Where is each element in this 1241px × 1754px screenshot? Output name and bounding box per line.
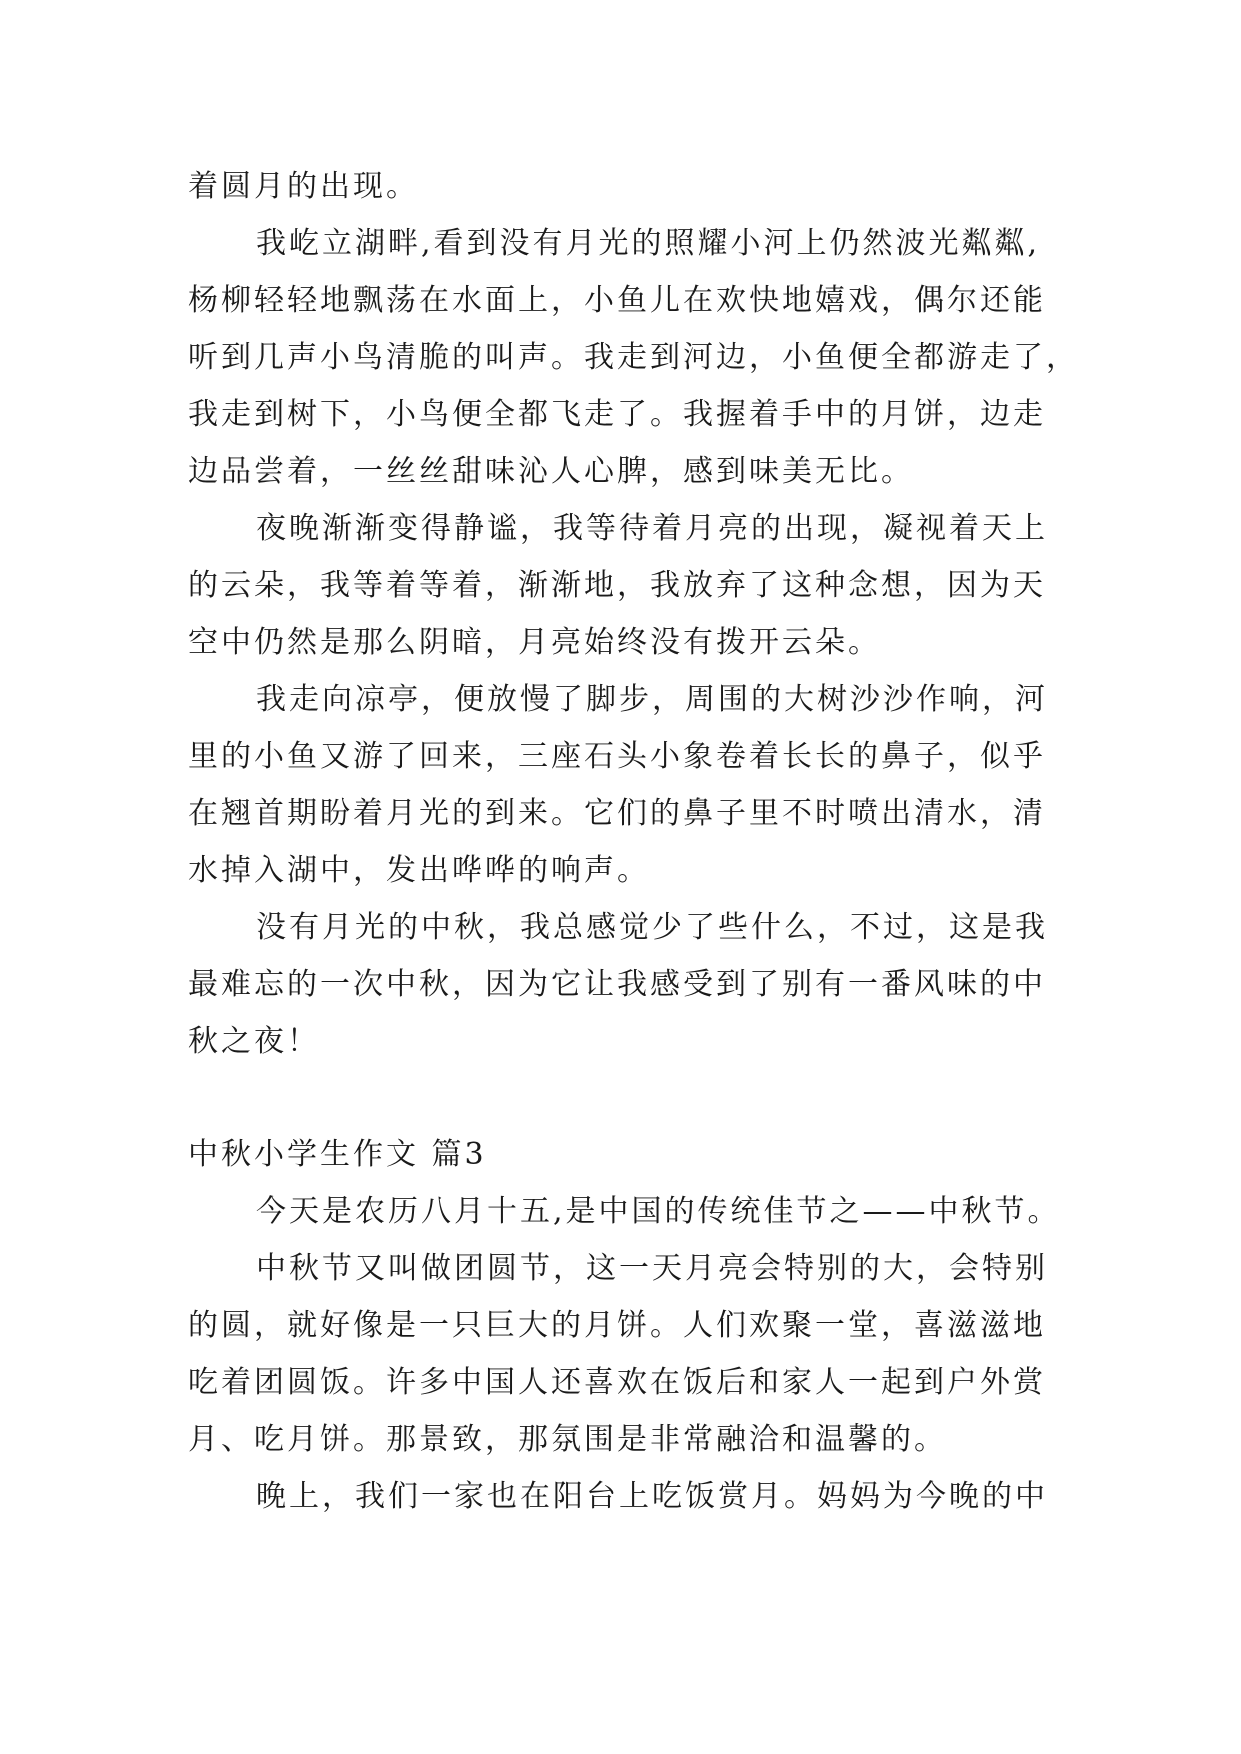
text-line: 我走到树下，小鸟便全都飞走了。我握着手中的月饼，边走 <box>188 397 1046 432</box>
paragraph-start: 没有月光的中秋，我总感觉少了些什么，不过，这是我 <box>256 910 1048 945</box>
text-line: 里的小鱼又游了回来，三座石头小象卷着长长的鼻子，似乎 <box>188 739 1046 774</box>
text-line: 杨柳轻轻地飘荡在水面上，小鱼儿在欢快地嬉戏，偶尔还能 <box>188 283 1046 318</box>
text-line: 边品尝着，一丝丝甜味沁人心脾，感到味美无比。 <box>188 454 914 489</box>
text-line: 水掉入湖中，发出哗哗的响声。 <box>188 853 650 888</box>
section-heading: 中秋小学生作文 篇3 <box>188 1137 487 1172</box>
paragraph-start: 晚上，我们一家也在阳台上吃饭赏月。妈妈为今晚的中 <box>256 1479 1048 1514</box>
text-line: 秋之夜！ <box>188 1024 320 1059</box>
text-line: 听到几声小鸟清脆的叫声。我走到河边，小鱼便全都游走了， <box>188 340 1079 375</box>
text-line: 的圆，就好像是一只巨大的月饼。人们欢聚一堂，喜滋滋地 <box>188 1308 1046 1343</box>
text-line: 月、吃月饼。那景致，那氛围是非常融洽和温馨的。 <box>188 1422 947 1457</box>
text-line: 在翘首期盼着月光的到来。它们的鼻子里不时喷出清水，清 <box>188 796 1046 831</box>
text-line: 吃着团圆饭。许多中国人还喜欢在饭后和家人一起到户外赏 <box>188 1365 1046 1400</box>
paragraph-start: 我走向凉亭，便放慢了脚步，周围的大树沙沙作响，河 <box>256 682 1048 717</box>
text-line: 最难忘的一次中秋，因为它让我感受到了别有一番风味的中 <box>188 967 1046 1002</box>
paragraph-start: 今天是农历八月十五,是中国的传统佳节之——中秋节。 <box>256 1194 1061 1229</box>
text-line: 空中仍然是那么阴暗，月亮始终没有拨开云朵。 <box>188 625 881 660</box>
paragraph-start: 夜晚渐渐变得静谧，我等待着月亮的出现，凝视着天上 <box>256 511 1048 546</box>
paragraph-start: 中秋节又叫做团圆节，这一天月亮会特别的大，会特别 <box>256 1251 1048 1286</box>
paragraph-start: 我屹立湖畔,看到没有月光的照耀小河上仍然波光粼粼, <box>256 226 1041 261</box>
text-line: 的云朵，我等着等着，渐渐地，我放弃了这种念想，因为天 <box>188 568 1046 603</box>
text-line: 着圆月的出现。 <box>188 169 419 204</box>
